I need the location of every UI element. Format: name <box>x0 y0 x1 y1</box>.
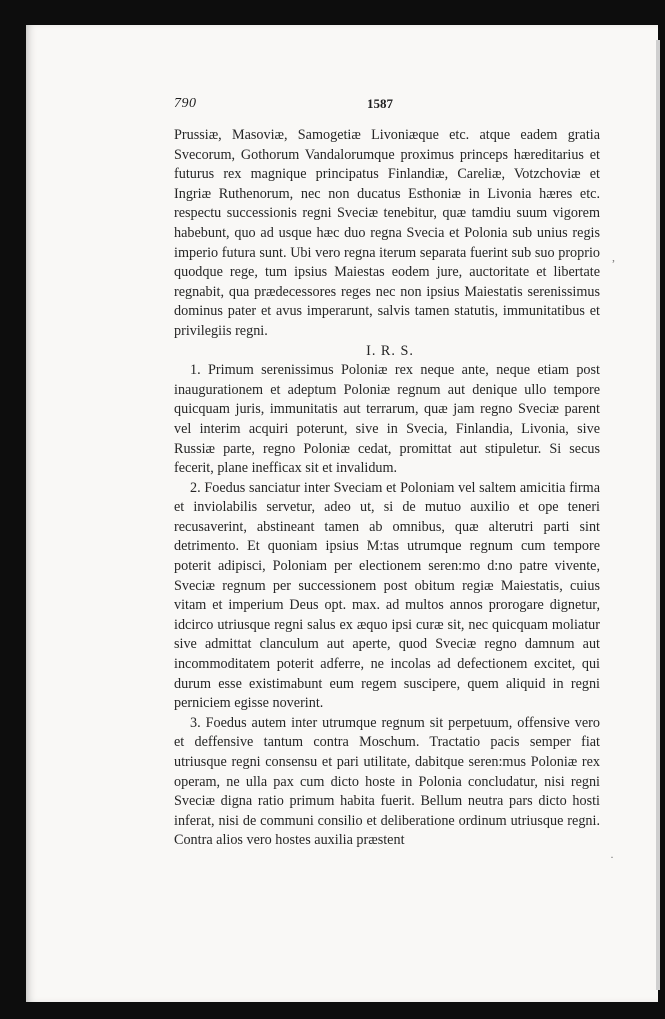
paragraph-2: 2. Foedus sanciatur inter Sveciam et Poloniam vel saltem amicitia firma et inviolabilis servetur, adeo ut, si de mutuo auxilio et ope teneri recusaverint, abstineant tamen ab omnibus, quæ alterutri parti sint detrimento. Et quoniam ipsius M:tas utrumque regnum cum tempore poterit adipisci, Poloniam per electionem seren:mo d:no patre vivente, Sveciæ regnum per successionem post obitum regiæ Maiestatis, cuius vitam et imperium Deus opt. max. ad multos annos prorogare dignetur, idcirco utriusque regni salus ex æquo ipsi curæ sit, nec quicquam moliatur sive admittat clanculum aut aperte, quod Sveciæ regno damnum aut incommoditatem poterit adferre, ne incolas ad defectionem excitet, qui durum esse existimabunt eum regem suscipere, quem aliquid in regni perniciem egisse noverint. <box>174 479 600 712</box>
paragraph-1: 1. Primum serenissimus Poloniæ rex neque ante, neque etiam post inaugurationem et adeptum Poloniæ regnum aut denique ullo tempore quicquam juris, immunitatis aut terrarum, quæ jam regno Sveciæ parent vel interim acquiri poterunt, sive in Svecia, Finlandia, Livonia, sive Russiæ parte, regno Poloniæ cedat, promittat aut stipuletur. Si secus fecerit, plane inefficax sit et invalidum. <box>174 362 600 477</box>
paragraph-3: 3. Foedus autem inter utrumque regnum sit perpetuum, offensive vero et deffensive tantum contra Moschum. Tractatio pacis semper fiat utriusque regni consensu et pari utilitate, dabitque seren:mus Poloniæ rex operam, ne ulla pax cum dicto hoste in Polonia concludatur, nisi regni Sveciæ digna ratio primum habita fuerit. Bellum neutra pars dicto hosti inferat, nisi de communi consilio et deliberatione ordinum utriusque regni. Contra alios vero hostes auxilia præstent <box>174 714 600 849</box>
main-text <box>174 126 600 851</box>
paragraph-intro: Prussiæ, Masoviæ, Samogetiæ Livoniæque etc. atque eadem gratia Svecorum, Gothorum Vandalorumque proximus princeps hæreditarius et futurus rex magnique principatus Finlandiæ, Careliæ, Votzchoviæ et Ingriæ Ruthenorum, nec non ducatus Esthoniæ in Livonia hæres etc. respectu successionis regni Sveciæ tenebitur, quæ tamdiu suum vigorem habebunt, quo ad usque hæc duo regna Svecia et Polonia sub unius regis imperio futura sunt. Ubi vero regna iterum separata fuerint sub suo proprio quodque rege, tum ipsius Maiestas eodem jure, auctoritate et libertate regnabit, qua prædecessores reges nec non ipsius Maiestatis serenissimus dominus pater et avus imperarunt, salvis tamen statutis, immunitatibus et privilegiis regni. <box>174 127 600 339</box>
page-number: 790 <box>174 96 197 111</box>
running-year: 1587 <box>367 96 393 111</box>
margin-dot: , <box>612 250 615 264</box>
page-edge <box>656 40 660 990</box>
page-header <box>174 96 598 116</box>
section-heading: I. R. S. <box>366 342 414 359</box>
margin-dot: · <box>610 850 614 864</box>
